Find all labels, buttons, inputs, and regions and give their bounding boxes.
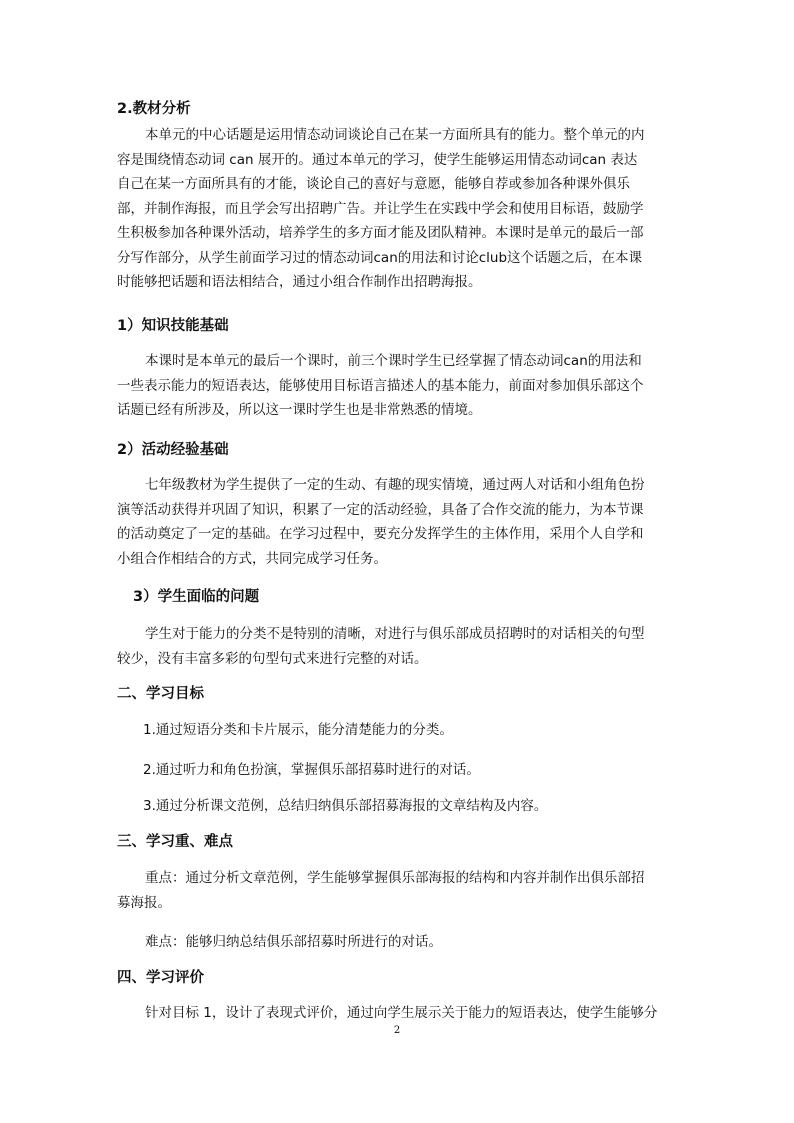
text-line: 募海报。 (117, 894, 171, 911)
paragraph-evaluation (117, 1001, 687, 1026)
section-heading-experience: 2）活动经验基础 (117, 442, 229, 458)
text-line: 分写作部分，从学生前面学习过的情态动词can的用法和讨论club这个话题之后，在本课 (117, 249, 643, 266)
text-line: 的活动奠定了一定的基础。在学习过程中，要充分发挥学生的主体作用，采用个人自学和 (117, 526, 644, 542)
text-line: 演等活动获得并巩固了知识，积累了一定的活动经验，具备了合作交流的能力，为本节课 (117, 501, 644, 518)
section-heading-keypoints: 三、学习重、难点 (117, 834, 233, 850)
goal-item: 2.通过听力和角色扮演，掌握俱乐部招募时进行的对话。 (143, 762, 480, 778)
paragraph-knowledge (117, 349, 677, 423)
section-heading-knowledge: 1）知识技能基础 (117, 318, 229, 334)
section-heading-evaluation: 四、学习评价 (117, 970, 204, 986)
section-heading-problems: 3）学生面临的问题 (133, 589, 260, 605)
text-line: 时能够把话题和语法相结合，通过小组合作制作出招聘海报。 (117, 274, 482, 290)
text-line: 重点：通过分析文章范例，学生能够掌握俱乐部海报的结构和内容并制作出俱乐部招 (145, 870, 645, 886)
paragraph-problems (117, 622, 677, 671)
text-line: 容是围绕情态动词 can 展开的。通过本单元的学习，使学生能够运用情态动词can 表达 (117, 151, 638, 168)
text-line: 较少，没有丰富多彩的句型句式来进行完整的对话。 (117, 650, 428, 667)
text-line: 本单元的中心话题是运用情态动词谈论自己在某一方面所具有的能力。整个单元的内 (145, 127, 645, 143)
text-line: 生积极参加各种课外活动，培养学生的多方面才能及团队精神。本课时是单元的最后一部 (117, 225, 644, 241)
text-line: 学生对于能力的分类不是特别的清晰，对进行与俱乐部成员招聘时的对话相关的句型 (145, 626, 645, 642)
text-line: 自己在某一方面所具有的才能，谈论自己的喜好与意愿，能够自荐或参加各种课外俱乐 (117, 176, 630, 192)
paragraph-focus (117, 866, 677, 915)
text-line: 七年级教材为学生提供了一定的生动、有趣的现实情境，通过两人对话和小组角色扮 (145, 477, 645, 493)
goal-item: 3.通过分析课文范例，总结归纳俱乐部招募海报的文章结构及内容。 (143, 798, 548, 814)
text-line: 小组合作相结合的方式，共同完成学习任务。 (117, 550, 387, 567)
text-line: 一些表示能力的短语表达，能够使用目标语言描述人的基本能力，前面对参加俱乐部这个 (117, 377, 644, 394)
text-line: 针对目标 1，设计了表现式评价，通过向学生展示关于能力的短语表达，使学生能够分 (145, 1005, 658, 1021)
goal-item: 1.通过短语分类和卡片展示，能分清楚能力的分类。 (143, 722, 453, 738)
paragraph-experience (117, 473, 677, 571)
text-line: 本课时是本单元的最后一个课时，前三个课时学生已经掌握了情态动词can的用法和 (145, 353, 642, 369)
section-heading-goals: 二、学习目标 (117, 686, 204, 702)
section-heading-materials: 2.教材分析 (117, 101, 191, 117)
difficulty-line: 难点：能够归纳总结俱乐部招募时所进行的对话。 (145, 934, 442, 950)
text-line: 部，并制作海报，而且学会写出招聘广告。并让学生在实践中学会和使用目标语，鼓励学 (117, 200, 644, 217)
paragraph-materials-body (117, 123, 677, 295)
text-line: 话题已经有所涉及，所以这一课时学生也是非常熟悉的情境。 (117, 402, 482, 418)
page-number: 2 (393, 1025, 401, 1036)
